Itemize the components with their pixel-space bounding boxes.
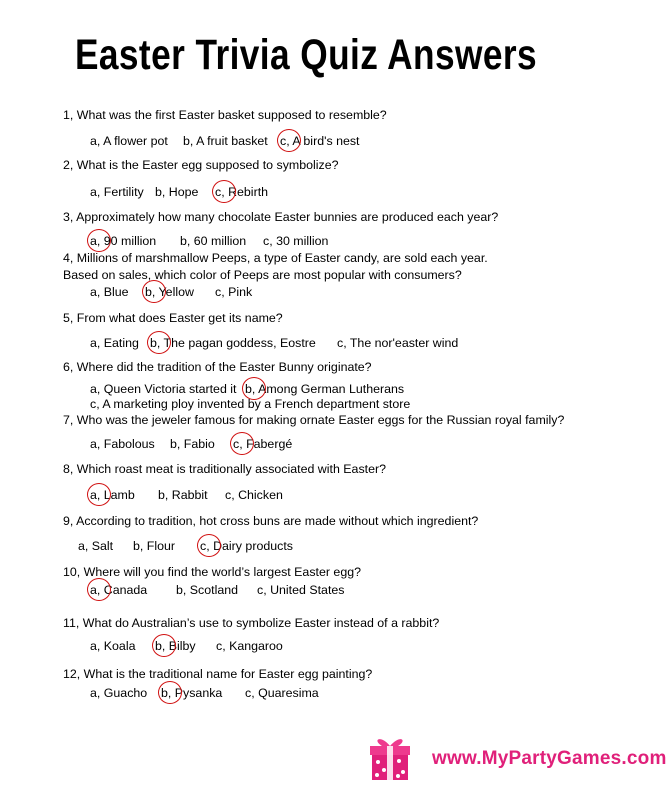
answer-option-correct: c, Rebirth — [215, 185, 269, 199]
question-text: 9, According to tradition, hot cross buns are made without which ingredient? — [63, 514, 479, 528]
answer-option: a, Guacho — [90, 686, 148, 700]
answer-option: b, A fruit basket — [183, 134, 268, 148]
answer-option-correct: c, Fabergé — [233, 437, 293, 451]
answer-option-correct: a, Lamb — [90, 488, 135, 502]
answer-option-correct: b, Among German Lutherans — [245, 382, 405, 396]
answer-option: c, Quaresima — [245, 686, 319, 700]
answer-option: b, Flour — [133, 539, 176, 553]
question-text: 4, Millions of marshmallow Peeps, a type of Easter candy, are sold each year. — [63, 251, 488, 265]
page-title: Easter Trivia Quiz Answers — [74, 31, 538, 79]
question-text: 11, What do Australian’s use to symbolize Easter instead of a rabbit? — [63, 616, 440, 630]
answer-option: c, Kangaroo — [216, 639, 283, 653]
answer-option-correct: b, Pysanka — [161, 686, 223, 700]
answer-option-correct: a, 90 million — [90, 234, 157, 248]
answer-option: c, 30 million — [263, 234, 329, 248]
answer-option: b, Scotland — [176, 583, 238, 597]
answer-option: b, Rabbit — [158, 488, 208, 502]
answer-option: a, Salt — [78, 539, 114, 553]
question-text-line2: Based on sales, which color of Peeps are most popular with consumers? — [63, 268, 462, 282]
answer-option: a, Queen Victoria started it — [90, 382, 237, 396]
answer-option-correct: b, Bilby — [155, 639, 196, 653]
site-url[interactable]: www.MyPartyGames.com — [432, 748, 667, 769]
answer-option: a, Blue — [90, 285, 129, 299]
answer-option-correct: c, Dairy products — [200, 539, 293, 553]
answer-option-correct: b, The pagan goddess, Eostre — [150, 336, 316, 350]
answer-option: a, A flower pot — [90, 134, 168, 148]
answer-option-correct: c, A bird's nest — [280, 134, 360, 148]
answer-option: b, Fabio — [170, 437, 215, 451]
answer-option: c, Chicken — [225, 488, 283, 502]
gift-box-icon — [368, 732, 420, 784]
question-text: 12, What is the traditional name for Easter egg painting? — [63, 667, 373, 681]
answer-option: c, A marketing ploy invented by a French department store — [90, 397, 411, 411]
answer-option-correct: a, Canada — [90, 583, 148, 597]
answer-option: c, The nor'easter wind — [337, 336, 459, 350]
question-text: 2, What is the Easter egg supposed to symbolize? — [63, 158, 339, 172]
question-text: 3, Approximately how many chocolate Easter bunnies are produced each year? — [63, 210, 499, 224]
answer-option-correct: b, Yellow — [145, 285, 194, 299]
answer-option: a, Fertility — [90, 185, 144, 199]
answer-option: c, Pink — [215, 285, 253, 299]
answer-option: a, Eating — [90, 336, 139, 350]
answer-option: a, Koala — [90, 639, 136, 653]
answer-option: b, 60 million — [180, 234, 247, 248]
answer-option: a, Fabolous — [90, 437, 155, 451]
answer-option: b, Hope — [155, 185, 199, 199]
question-text: 8, Which roast meat is traditionally associated with Easter? — [63, 462, 386, 476]
question-text: 6, Where did the tradition of the Easter Bunny originate? — [63, 360, 372, 374]
question-text: 5, From what does Easter get its name? — [63, 311, 283, 325]
question-text: 7, Who was the jeweler famous for making ornate Easter eggs for the Russian royal family? — [63, 413, 565, 427]
answer-option: c, United States — [257, 583, 345, 597]
question-text: 1, What was the first Easter basket supposed to resemble? — [63, 108, 387, 122]
question-text: 10, Where will you find the world’s largest Easter egg? — [63, 565, 361, 579]
